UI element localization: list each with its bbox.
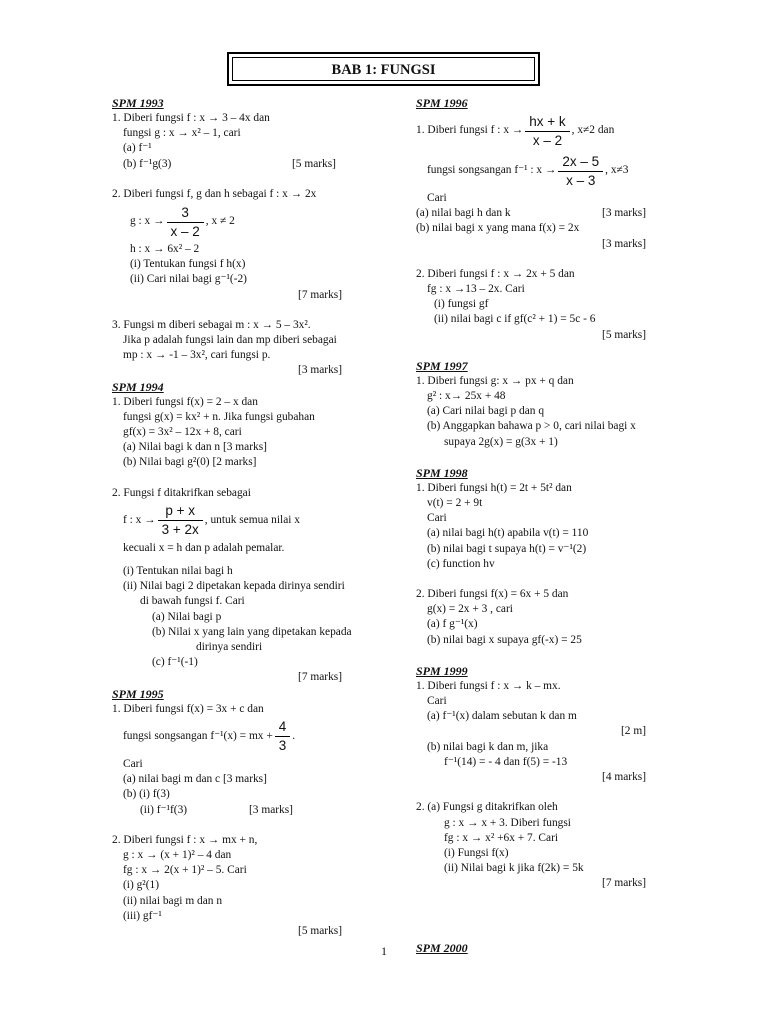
marks-line: [416, 328, 686, 343]
question-line: 2. Diberi fungsi f(x) = 6x + 5 dan: [416, 588, 569, 601]
marks-line: [416, 237, 686, 252]
fraction: [558, 153, 603, 190]
question-line: gf(x) = 3x² – 12x + 8, cari: [123, 426, 242, 439]
fraction: [167, 204, 204, 241]
question-line: (a) Nilai bagi k dan n [3 marks]: [123, 441, 267, 454]
question-line: (ii) Cari nilai bagi g⁻¹(-2): [130, 273, 247, 286]
question-text: (ii) f⁻¹f(3): [140, 803, 188, 816]
question-line: 2. Diberi fungsi f : x → mx + n,: [112, 833, 258, 846]
question-line: v(t) = 2 + 9t: [427, 497, 483, 510]
year-heading: SPM 1996: [416, 96, 468, 110]
question-line: 2. Fungsi f ditakrifkan sebagai: [112, 486, 251, 499]
question-line: 2. (a) Fungsi g ditakrifkan oleh: [416, 801, 558, 814]
question-line: (ii) Nilai bagi 2 dipetakan kepada dirinya sendiri: [123, 580, 345, 593]
year-heading: SPM 1994: [112, 379, 164, 394]
title-box: [227, 52, 540, 86]
question-line: (a) nilai bagi h(t) apabila v(t) = 110: [427, 527, 589, 540]
marks-line: [416, 724, 686, 739]
question-line: f⁻¹(14) = - 4 dan f(5) = -13: [444, 755, 568, 768]
question-line: (i) Fungsi f(x): [444, 846, 509, 859]
question-line: (a) f g⁻¹(x): [427, 618, 478, 631]
question-line: (iii) gf⁻¹: [123, 909, 162, 922]
question-line: 1. Diberi fungsi g: x → px + q dan: [416, 374, 574, 387]
fraction: [525, 113, 569, 150]
formula-suffix: , x ≠ 2: [205, 215, 235, 228]
question-line: (c) function hv: [427, 557, 495, 570]
numerator: hx + k: [529, 113, 566, 129]
marks-line: [112, 924, 372, 939]
question-line: (ii) nilai bagi m dan n: [123, 894, 223, 907]
question-line: (a) f⁻¹(x) dalam sebutan k dan m: [427, 710, 577, 723]
question-line: fg : x →13 – 2x. Cari: [427, 283, 525, 296]
question-line: (b) nilai bagi x yang mana f(x) = 2x: [416, 222, 580, 235]
marks: [7 marks]: [298, 288, 342, 301]
left-column: [112, 95, 372, 939]
question-line: [112, 157, 372, 172]
marks: [5 marks]: [292, 157, 336, 170]
formula-suffix: , untuk semua nilai x: [204, 514, 300, 527]
denominator: x – 2: [525, 131, 569, 150]
question-line: (ii) Nilai bagi k jika f(2k) = 5k: [444, 862, 584, 875]
fraction-line: [416, 151, 686, 191]
year-heading: SPM 2000: [416, 940, 468, 955]
question-line: kecuali x = h dan p adalah pemalar.: [123, 541, 285, 554]
marks: [4 marks]: [602, 771, 646, 784]
marks: [5 marks]: [298, 924, 342, 937]
numerator: 2x – 5: [562, 153, 600, 169]
question-line: (b) nilai bagi k dan m, jika: [427, 740, 549, 753]
question-text: (a) nilai bagi h dan k: [416, 207, 511, 220]
question-line: (b) Nilai x yang lain yang dipetakan kepada: [152, 625, 352, 638]
formula-prefix: g : x →: [130, 215, 165, 228]
question-line: g : x → x + 3. Diberi fungsi: [444, 816, 571, 829]
question-line: 3. Fungsi m diberi sebagai m : x → 5 – 3x².: [112, 318, 311, 331]
question-line: (i) Tentukan fungsi f h(x): [130, 258, 246, 271]
question-text: (b) f⁻¹g(3): [123, 157, 172, 170]
numerator: 3: [181, 204, 189, 220]
question-line: (a) Nilai bagi p: [152, 610, 222, 623]
question-line: 1. Diberi fungsi f : x → k – mx.: [416, 679, 561, 692]
question-line: 1. Diberi fungsi f(x) = 3x + c dan: [112, 702, 264, 715]
formula-prefix: fungsi songsangan f⁻¹(x) = mx +: [123, 730, 273, 743]
year-heading: SPM 1993: [112, 96, 164, 110]
marks: [3 marks]: [602, 207, 646, 220]
question-line: 2. Diberi fungsi f : x → 2x + 5 dan: [416, 267, 575, 280]
page-number: 1: [381, 944, 387, 958]
question-line: (i) g²(1): [123, 879, 159, 892]
fraction-line: [112, 717, 372, 757]
question-line: supaya 2g(x) = g(3x + 1): [444, 435, 558, 448]
question-line: di bawah fungsi f. Cari: [140, 595, 245, 608]
denominator: 3: [275, 736, 291, 755]
marks-line: [416, 770, 686, 785]
question-line: (b) nilai bagi t supaya h(t) = v⁻¹(2): [427, 542, 587, 555]
question-line: (a) Cari nilai bagi p dan q: [427, 405, 545, 418]
question-line: Jika p adalah fungsi lain dan mp diberi sebagai: [123, 334, 337, 347]
numerator: p + x: [165, 503, 195, 519]
formula-prefix: f : x →: [123, 514, 156, 527]
marks: [3 marks]: [602, 237, 646, 250]
question-line: g² : x→ 25x + 48: [427, 390, 506, 403]
marks: [7 marks]: [298, 671, 342, 684]
formula-prefix: 1. Diberi fungsi f : x →: [416, 124, 524, 137]
fraction: [158, 502, 203, 539]
question-line: Cari: [427, 512, 447, 525]
question-line: [416, 206, 686, 221]
formula-prefix: fungsi songsangan f⁻¹ : x →: [427, 164, 557, 177]
marks-line: [112, 288, 372, 303]
question-line: 1. Diberi fungsi f(x) = 2 – x dan: [112, 395, 258, 408]
formula-suffix: , x≠2 dan: [571, 124, 615, 137]
question-line: fg : x → 2(x + 1)² – 5. Cari: [123, 864, 247, 877]
marks-line: [112, 670, 372, 685]
question-line: (c) f⁻¹(-1): [152, 656, 198, 669]
question-line: h : x → 6x² – 2: [130, 243, 200, 256]
denominator: x – 2: [167, 222, 204, 241]
year-heading: SPM 1998: [416, 465, 468, 480]
question-line: (b) nilai bagi x supaya gf(-x) = 25: [427, 633, 582, 646]
marks: [5 marks]: [602, 328, 646, 341]
denominator: 3 + 2x: [158, 520, 203, 539]
question-line: (b) Anggapkan bahawa p > 0, cari nilai bagi x: [427, 420, 636, 433]
year-heading: SPM 1999: [416, 663, 468, 678]
question-line: mp : x → -1 – 3x², cari fungsi p.: [123, 349, 271, 362]
marks: [3 marks]: [298, 364, 342, 377]
fraction: [275, 718, 291, 755]
question-line: (ii) nilai bagi c if gf(c² + 1) = 5c - 6: [434, 313, 596, 326]
marks: [3 marks]: [249, 803, 293, 816]
question-line: (b) Nilai bagi g²(0) [2 marks]: [123, 456, 257, 469]
formula-suffix: .: [292, 730, 296, 743]
question-line: 1. Diberi fungsi f : x → 3 – 4x dan: [112, 112, 270, 124]
year-heading: SPM 1997: [416, 358, 468, 373]
page-title: BAB 1: FUNGSI: [232, 57, 535, 81]
question-line: Cari: [427, 192, 447, 204]
year-heading: SPM 1995: [112, 686, 164, 701]
question-line: 1. Diberi fungsi h(t) = 2t + 5t² dan: [416, 481, 572, 494]
question-line: Cari: [123, 757, 143, 770]
marks-line: [112, 363, 372, 378]
question-line: dirinya sendiri: [196, 641, 263, 654]
formula-suffix: , x≠3: [605, 164, 629, 177]
numerator: 4: [278, 719, 287, 735]
fraction-line: [112, 501, 372, 541]
marks: [2 m]: [621, 725, 646, 738]
question-line: [112, 803, 372, 818]
question-line: g : x → (x + 1)² – 4 dan: [123, 848, 232, 861]
question-line: (a) f⁻¹: [123, 142, 152, 155]
marks: [7 marks]: [602, 877, 646, 890]
question-line: (b) (i) f(3): [123, 788, 170, 801]
question-line: Cari: [427, 695, 447, 708]
fraction-line: [416, 111, 686, 151]
question-line: (i) fungsi gf: [434, 298, 489, 311]
question-line: (a) nilai bagi m dan c [3 marks]: [123, 773, 267, 786]
denominator: x – 3: [558, 171, 603, 190]
fraction-line: [112, 202, 372, 242]
question-line: (i) Tentukan nilai bagi h: [123, 565, 233, 578]
question-line: g(x) = 2x + 3 , cari: [427, 603, 513, 616]
question-line: 2. Diberi fungsi f, g dan h sebagai f : x → 2x: [112, 187, 317, 200]
right-column: [416, 95, 686, 956]
question-line: fungsi g : x → x² – 1, cari: [123, 127, 241, 140]
question-line: fg : x → x² +6x + 7. Cari: [444, 831, 559, 844]
question-line: fungsi g(x) = kx² + n. Jika fungsi gubahan: [123, 410, 315, 423]
marks-line: [416, 876, 686, 891]
